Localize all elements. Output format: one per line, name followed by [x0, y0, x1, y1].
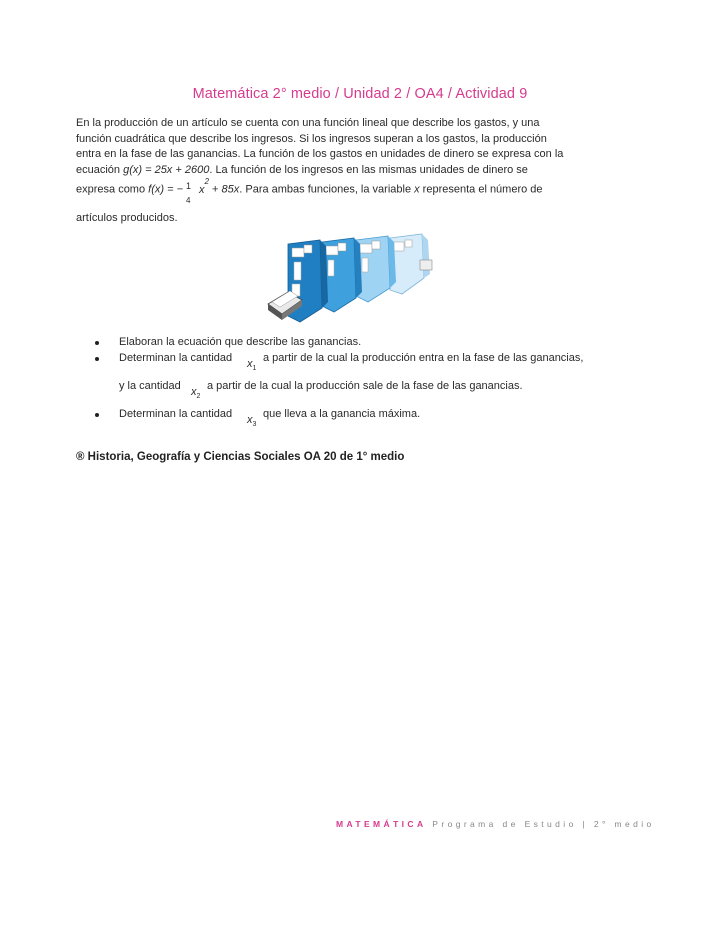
footer [336, 819, 655, 829]
fraction-denominator: 4 [186, 195, 191, 205]
footer-subject: MATEMÁTICA [336, 819, 427, 829]
x-variable: x [199, 183, 205, 196]
x-variable: x [247, 414, 253, 426]
text: + [208, 183, 222, 196]
problem-paragraph [76, 116, 621, 205]
x2-symbol [191, 386, 200, 398]
text: representa el número de [419, 183, 543, 196]
machine-3 [356, 236, 396, 302]
x-variable: x [191, 386, 197, 398]
paragraph-line: entra en la fase de las ganancias. La función de los gastos en unidades de dinero se expresa con la [76, 148, 564, 160]
machine-2 [322, 238, 362, 312]
cost-equation: g(x) = 25x + 2600 [123, 163, 210, 176]
fraction-numerator: 1 [186, 180, 192, 191]
list-item-text: Determinan la cantidad [119, 352, 233, 364]
variable-x: x [414, 183, 420, 196]
machine-4 [390, 234, 432, 294]
paragraph-line [76, 177, 621, 205]
subscript: 3 [252, 421, 257, 428]
bullet-icon [95, 357, 99, 361]
list-item-text: Determinan la cantidad [119, 408, 233, 420]
text: expresa como [76, 183, 149, 196]
subscript: 2 [196, 393, 201, 400]
list-item-text: a partir de la cual la producción entra en la fase de las ganancias, [263, 352, 584, 364]
fraction [183, 180, 199, 205]
bullet-icon [95, 341, 99, 345]
paragraph-line [76, 163, 621, 179]
text: ecuación [76, 163, 124, 176]
footer-program: Programa de Estudio | 2° medio [432, 819, 655, 829]
list-item-text: y la cantidad [119, 380, 181, 392]
list-item-text: que lleva a la ganancia máxima. [263, 408, 421, 420]
paragraph-line: función cuadrática que describe los ingresos. Si los ingresos superan a los gastos, la producción [76, 132, 547, 145]
text: . La función de los ingresos en las mismas unidades de dinero se [209, 163, 528, 176]
x3-symbol [247, 414, 256, 426]
bullet-icon [95, 413, 99, 417]
list-item-text: a partir de la cual la producción sale de la fase de las ganancias. [207, 380, 523, 392]
list-item-text: Elaboran la ecuación que describe las ganancias. [119, 336, 362, 348]
income-function-label: f(x) = − [148, 183, 183, 196]
subscript: 1 [252, 365, 257, 372]
x1-symbol [247, 358, 256, 370]
exponent: 2 [204, 177, 209, 186]
paragraph-line: En la producción de un artículo se cuenta con una función lineal que describe los gastos, y una [76, 117, 540, 129]
paragraph-continuation: artículos producidos. [76, 212, 178, 224]
linear-term: 85x [221, 183, 240, 196]
page-title: Matemática 2° medio / Unidad 2 / OA4 / Actividad 9 [192, 86, 528, 102]
printer-machines-illustration [262, 230, 440, 330]
x-variable: x [247, 358, 253, 370]
text: . Para ambas funciones, la variable [239, 183, 415, 196]
x-squared [199, 177, 209, 196]
section-heading: ® Historia, Geografía y Ciencias Sociales OA 20 de 1° medio [76, 451, 405, 463]
